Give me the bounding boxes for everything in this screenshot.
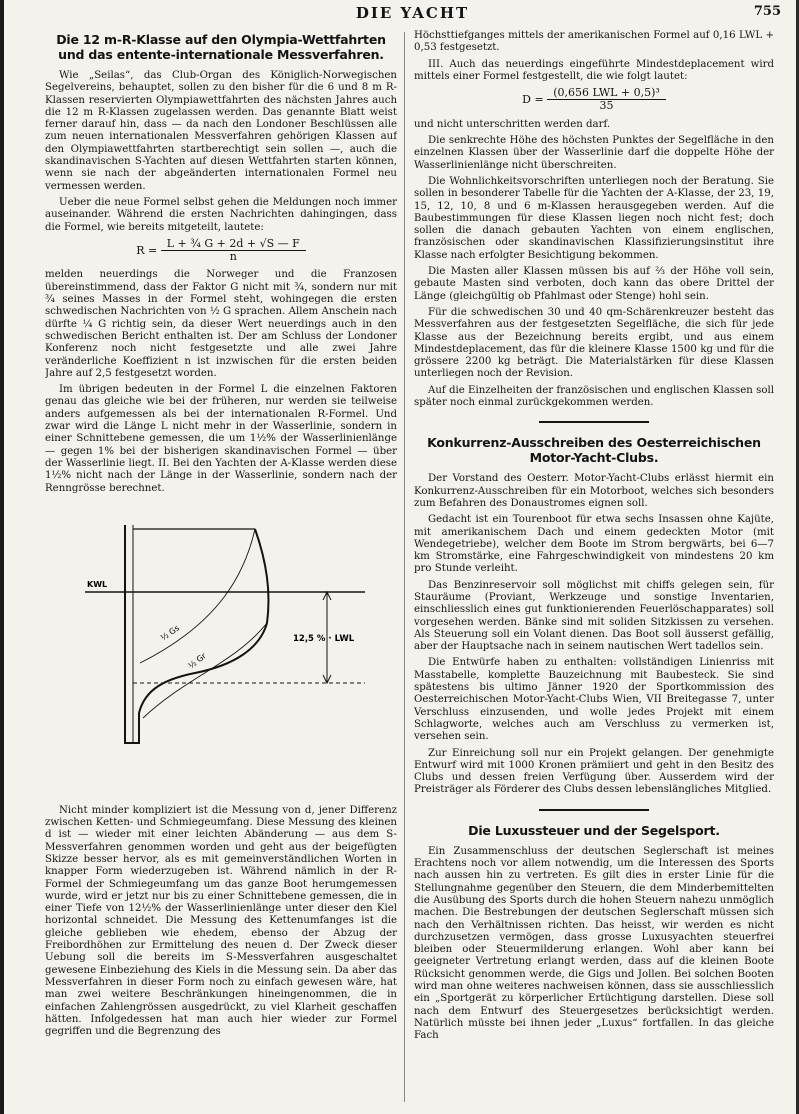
paragraph: Wie „Seilas“, das Club-Organ des Königlich-Norwegischen Segelvereins, behauptet, sollen zu den bisher für die 6 und 8 m R-Klassen reservierten Olympiawettfahrten des nächsten Jahres auch die 12 m R-Klassen zugelassen werden. Das genannte Blatt weist ferner darauf hin, dass — da nach den Londoner Beschlüssen alle zum neuen internationalen Messverfahren gehörigen Klassen auf den Olympiawettfahrten startberechtigt sein sollen —, auch die skandinavischen S-Yachten auf diesen Wettfahrten starten können, wenn sie nach der abgeänderten internationalen Formel neu vermessen werden. xyxy=(45,70,397,192)
formula-lhs: R = xyxy=(136,243,158,257)
kwl-label: KWL xyxy=(87,579,108,589)
hull-section-figure xyxy=(45,513,397,783)
article-title-12m-klasse: Die 12 m-R-Klasse auf den Olympia-Wettfahrten und das entente-internationale Messverfahren. xyxy=(56,32,386,62)
paragraph: Ein Zusammenschluss der deutschen Seglerschaft ist meines Erachtens noch vor allem notwendig, um die Interessen des Sports nach aussen hin zu vertreten. Es gilt dies in erster Linie für die Stellungnahme gegenüber den Steuern, die dem Minderbemittelten die Ausübung des Sports durch die hohen Steuern nahezu unmöglich machen. Die Bestrebungen der deutschen Seglerschaft müssen sich nach den Verhältnissen richten. Das heisst, wir werden es nicht durchzusetzen vermögen, dass grosse Luxusyachten steuerfrei bleiben oder Steuermilderung erlangen. Wohl aber kann bei geeigneter Vertretung erlangt werden, dass auf die kleinen Boote Rücksicht genommen werde, die Gigs und Jollen. Bei solchen Booten wird man ohne weiteres nachweisen können, dass sie ausschliesslich ein „Sportgerät zu körperlicher Ertüchtigung darstellen. Diese soll nach dem Entwurf des Steuergesetzes berücksichtigt werden. Natürlich müsste bei ihnen jeder „Luxus“ fortfallen. In das gleiche Fach xyxy=(414,845,774,1042)
formula-numerator: (0,656 LWL + 0,5)³ xyxy=(547,87,666,100)
hull-outline xyxy=(125,525,269,743)
paragraph: melden neuerdings die Norweger und die Franzosen übereinstimmend, dass der Faktor G nicht mit ¾, sondern nur mit ¾ seines Masses in der Formel steht, wohingegen die ersten schwedischen Nachrichten von ½ G sprachen. Allem Anschein nach dürfte ¼ G richtig sein, da dieser Wert neuerdings auch in den schwedischen Bericht enthalten ist. Der am Schluss der Londoner Konferenz noch nicht festgesetzte und alle zwei Jahre veränderliche Koeffizient n ist inzwischen für die ersten beiden Jahre auf 2,5 festgesetzt worden. xyxy=(45,269,397,379)
paragraph: Für die schwedischen 30 und 40 qm-Schärenkreuzer besteht das Messverfahren aus der festgesetzten Segelfläche, die sich für jede Klasse aus der Bezeichnung bereits ergibt, und aus einem Mindestdeplacement, das für die kleinere Klasse 1500 kg und für die grössere 2200 kg beträgt. Die Materialstärken für diese Klassen unterliegen noch der Revision. xyxy=(414,306,774,380)
page-number: 755 xyxy=(753,4,781,19)
paragraph: Das Benzinreservoir soll möglichst mit chiffs gelegen sein, für Stauräume (Proviant, Werkzeuge und sonstige Inventarien, einschliesslich eines gut funktionierenden Feuerlöschapparates) soll vorgesehen werden. Bänke sind mit soliden Sitzkissen zu versehen. Als Steuerung soll ein Volant dienen. Das Boot soll äusserst gefällig, aber der Hauptsache nach in seinem nautischen Wert tadellos sein. xyxy=(414,579,774,653)
left-column xyxy=(45,30,397,1110)
paragraph: Die senkrechte Höhe des höchsten Punktes der Segelfläche in den einzelnen Klassen über der Wasserlinie darf die doppelte Höhe der Wasserlinienlänge nicht überschreiten. xyxy=(414,135,774,171)
section-rule xyxy=(539,421,649,423)
paragraph: Im übrigen bedeuten in der Formel L die einzelnen Faktoren genau das gleiche wie bei der früheren, nur werden sie teilweise anders aufgemessen als bei der internationalen R-Formel. Und zwar wird die Länge L nicht mehr in der Wasserlinie, sondern in einer Schnittebene gemessen, die um 1½% der Wasserlinienlänge — gegen 1% bei der bisherigen skandinavischen Formel — über der Wasserlinie liegt. II. Bei den Yachten der A-Klasse werden diese 1½% nicht nach der Länge in der Wasserlinie, sondern nach der Renngrösse berechnet. xyxy=(45,384,397,494)
formula-lhs: D = xyxy=(522,92,544,106)
chain-girth-line xyxy=(140,529,255,663)
formula-fraction xyxy=(547,87,666,113)
paragraph: Zur Einreichung soll nur ein Projekt gelangen. Der genehmigte Entwurf wird mit 1000 Kronen prämiiert und geht in den Besitz des Clubs und dessen freien Verfügung über. Ausserdem wird der Preisträger als Förderer des Clubs dessen lebenslängliches Mitglied. xyxy=(414,747,774,796)
depth-label: 12,5 % · LWL xyxy=(293,633,355,644)
formula-d xyxy=(414,87,774,113)
paragraph: Die Masten aller Klassen müssen bis auf ⅔ der Höhe voll sein, gebaute Masten sind verboten, doch kann das obere Drittel der Länge (gleichgültig ob Pfahlmast oder Stenge) hohl sein. xyxy=(414,266,774,302)
page-edge-left xyxy=(0,0,4,1114)
paragraph: und nicht unterschritten werden darf. xyxy=(414,118,611,130)
gs-label: ½ Gs xyxy=(158,623,182,643)
paragraph: Gedacht ist ein Tourenboot für etwa sechs Insassen ohne Kajüte, mit amerikanischem Dach und einem gedeckten Motor (mit Wendegetriebe), welcher dem Boote im Strom bergwärts, bei 6—7 km Stromstärke, eine Fahrgeschwindigkeit von mindestens 20 km pro Stunde verleiht. xyxy=(414,514,774,575)
formula-denominator: n xyxy=(229,250,237,264)
formula-denominator: 35 xyxy=(599,99,614,113)
paragraph: Auf die Einzelheiten der französischen und englischen Klassen soll später noch einmal zurückgekommen werden. xyxy=(414,384,774,409)
paragraph: III. Auch das neuerdings eingeführte Mindestdeplacement wird mittels einer Formel festgestellt, die wie folgt lautet: xyxy=(414,58,774,82)
running-head xyxy=(40,4,785,26)
paragraph: Höchsttiefganges mittels der amerikanischen Formel auf 0,16 LWL + 0,53 festgesetzt. xyxy=(414,30,774,54)
article-title-luxussteuer: Die Luxussteuer und der Segelsport. xyxy=(468,822,720,838)
paragraph: Nicht minder kompliziert ist die Messung von d, jener Differenz zwischen Ketten- und Schmiegeumfang. Diese Messung des kleinen d ist — wieder mit einer leichten Abänderung — aus dem S-Messverfahren genommen worden und geht aus der beigefügten Skizze besser hervor, als es mit gemeinverständlichen Worten in knapper Form wiederzugeben ist. Während nämlich in der R-Formel der Schmiegeumfang um das ganze Boot herumgemessen wurde, wird er jetzt nur bis zu einer Schnittebene gemessen, die in einer Tiefe von 12½% der Wasserlinienlänge unter dieser den Kiel horizontal schneidet. Die Messung des Kettenumfanges ist die gleiche geblieben wie ehedem, ebenso der Abzug der Freibordhöhen zur Ermittelung des neuen d. Der Zweck dieser Uebung soll die bereits im S-Messverfahren ausgeschaltet gewesene Einbeziehung des Kiels in die Messung sein. Da aber das Messverfahren in dieser Form noch zu einfach gewesen wäre, hat man zwei weitere Beschränkungen hineingenommen, die in einfachen Zahlengrössen ausgedrückt, zu viel Klarheit geschaffen hätten. Infolgedessen hat man auch hier wieder zur Formel gegriffen und die Begrenzung des xyxy=(45,804,397,1038)
paragraph: Die Entwürfe haben zu enthalten: vollständigen Linienriss mit Masstabelle, komplette Bauzeichnung mit Baubesteck. Sie sind spätestens bis ultimo Jänner 1920 der Sportkommission des Oesterreichischen Motor-Yacht-Clubs Wien, VII Breitegasse 7, unter Verschluss einzusenden, und wolle jedes Projekt mit einem Schlagworte, welches auch am Verschluss zu vermerken ist, versehen sein. xyxy=(414,657,774,743)
journal-title: DIE YACHT xyxy=(355,4,470,22)
column-divider xyxy=(404,32,405,1102)
gr-label: ½ Gr xyxy=(186,651,208,671)
paragraph: Die Wohnlichkeitsvorschriften unterliegen noch der Beratung. Sie sollen in besonderer Tabelle für die Yachten der A-Klasse, der 23, 19, 15, 12, 10, 8 und 6 m-Klassen herausgegeben werden. Auf die Baubestimmungen für diese Klassen liegen noch nicht fest; doch sollen die danach gebauten Yachten von einem englischen, französischen oder skandinavischen Klassifizierungsinstitut ihre Klasse nach erfolgter Besichtigung bekommen. xyxy=(414,175,774,261)
formula-fraction xyxy=(161,238,306,264)
paragraph: Ueber die neue Formel selbst gehen die Meldungen noch immer auseinander. Während die ersten Nachrichten dahingingen, dass die Formel, wie bereits mitgeteilt, lautete: xyxy=(45,196,397,233)
section-rule xyxy=(539,809,649,811)
formula-numerator: L + ¾ G + 2d + √S — F xyxy=(161,238,306,251)
formula-r xyxy=(45,238,397,264)
paragraph: Der Vorstand des Oesterr. Motor-Yacht-Clubs erlässt hiermit ein Konkurrenz-Ausschreiben für ein Motorboot, welches sich besonders zum Befahren des Donaustromes eignen soll. xyxy=(414,473,774,509)
article-title-konkurrenz: Konkurrenz-Ausschreiben des Oesterreichischen Motor-Yacht-Clubs. xyxy=(427,435,761,466)
right-column xyxy=(414,30,774,1110)
